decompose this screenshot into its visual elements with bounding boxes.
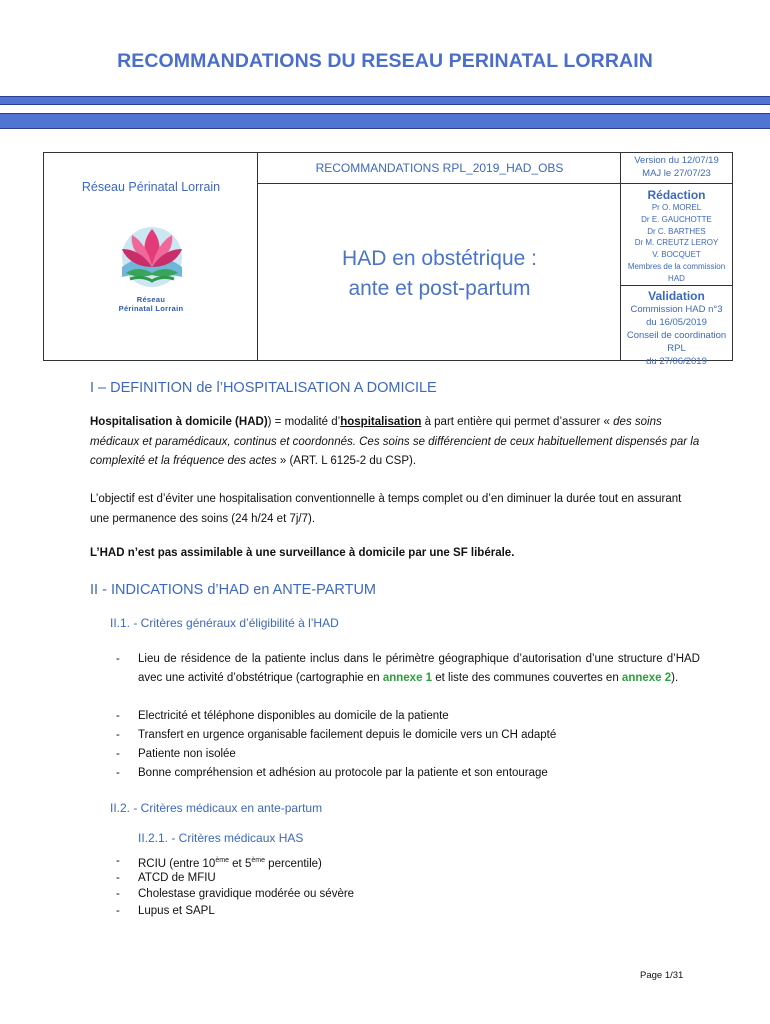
definition-term: Hospitalisation à domicile (HAD [90, 416, 264, 428]
list-item: - Patiente non isolée [0, 745, 770, 764]
redaction-cell [621, 184, 732, 286]
section2-heading: II - INDICATIONS d’HAD en ANTE-PARTUM [90, 582, 377, 598]
version-cell [621, 153, 732, 184]
document-code: RECOMMANDATIONS RPL_2019_HAD_OBS [315, 161, 564, 175]
author: Dr E. GAUCHOTTE [641, 214, 712, 224]
list-item-text: ATCD de MFIU [138, 871, 216, 884]
list-item: - RCIU (entre 10ème et 5ème percentile) [0, 853, 770, 870]
document-title-line2: ante et post-partum [348, 277, 531, 300]
list-item: - ATCD de MFIU [0, 870, 770, 887]
section1-heading: I – DEFINITION de l’HOSPITALISATION A DOMICILE [90, 380, 437, 396]
document-title [258, 244, 621, 304]
author: Dr C. BARTHES [647, 226, 706, 236]
definition-quote: des soins médicaux et paramédicaux, continus et coordonnés. Ces soins se différencient de ceux habituellement dispensés par la complexité et la fréquence des actes [90, 416, 700, 467]
header-table [43, 152, 733, 367]
page-number: Page 1/31 [640, 970, 684, 981]
has-criteria-list [0, 853, 770, 919]
list-item-text: Lupus et SAPL [138, 904, 215, 917]
definition-text: à part entière qui permet d’assurer « [421, 416, 614, 428]
list-item-text: Electricité et téléphone disponibles au domicile de la patiente [138, 710, 449, 722]
note-paragraph: L’HAD n’est pas assimilable à une surveillance à domicile par une SF libérale. [90, 547, 515, 559]
objective-paragraph: L’objectif est d’éviter une hospitalisation conventionnelle à temps complet ou d’en diminuer la durée tout en assurant une permanence des soins (24 h/24 et 7j/7). [90, 493, 682, 525]
author: Membres de la commission HAD [627, 261, 726, 283]
list-item-text: Lieu de résidence de la patiente inclus dans le périmètre géographique d’autorisation d’une structure d’HAD avec une activité d’obstétrique (cartographie en annexe 1 et liste des communes couvertes en annexe 2). [138, 653, 700, 684]
general-criteria-list [0, 650, 770, 783]
network-cell [44, 153, 258, 360]
list-item-text: Patiente non isolée [138, 748, 236, 760]
list-item-text: Cholestase gravidique modérée ou sévère [138, 888, 355, 900]
list-item-text: Bonne compréhension et adhésion au protocole par la patiente et son entourage [138, 767, 548, 779]
list-dash: - [116, 653, 120, 665]
validation-line: du 16/05/2019 [646, 317, 707, 328]
annex2-link[interactable]: annexe 2 [621, 672, 672, 684]
validation-line: Commission HAD n°3 [630, 304, 723, 315]
validation-lines [621, 303, 732, 368]
logo-caption-line2: Périnatal Lorrain [118, 304, 184, 313]
logo-caption-line1: Réseau [136, 295, 166, 304]
validation-heading: Validation [648, 289, 705, 303]
author: Pr O. MOREL [651, 203, 702, 212]
network-name: Réseau Périnatal Lorrain [81, 180, 221, 194]
subsection-medical-criteria: II.2. - Critères médicaux en ante-partum [110, 801, 323, 815]
code-cell [258, 153, 621, 184]
author: V. BOCQUET [652, 250, 701, 260]
validation-line: Conseil de coordination RPL [626, 330, 727, 354]
authors-list [621, 202, 732, 285]
subsection-general-criteria: II.1. - Critères généraux d’éligibilité à l’HAD [110, 616, 339, 630]
list-item-text: RCIU (entre 10ème et 5ème percentile) [138, 857, 322, 870]
list-item: - Transfert en urgence organisable facilement depuis le domicile vers un CH adapté [0, 726, 770, 745]
validation-line: du 27/06/2019 [646, 356, 707, 367]
list-item: - Lupus et SAPL [0, 903, 770, 920]
title-cell [258, 184, 621, 360]
list-item: - Cholestase gravidique modérée ou sévère [0, 886, 770, 903]
version-date: Version du 12/07/19 [634, 155, 719, 166]
list-item-text: Transfert en urgence organisable facilement depuis le domicile vers un CH adapté [138, 729, 557, 741]
hospitalisation-link[interactable]: hospitalisation [340, 416, 422, 428]
definition-paragraph: Hospitalisation à domicile (HAD)) = modalité d’hospitalisation à part entière qui permet d’assurer « des soins médicaux et paramédicaux, continus et coordonnés. Ces soins se différencient de ceux habituellement dispensés par la complexité et la fréquence des actes » (ART. L 6125-2 du CSP). [90, 416, 700, 467]
update-date: MAJ le 27/07/23 [642, 168, 711, 179]
definition-reference: » (ART. L 6125-2 du CSP). [276, 455, 417, 467]
logo-caption [44, 295, 258, 313]
definition-text: ) = modalité d’ [267, 416, 341, 428]
author: Dr M. CREUTZ LEROY [634, 238, 719, 248]
list-item: - Electricité et téléphone disponibles au domicile de la patiente [0, 707, 770, 726]
subsection-has-criteria: II.2.1. - Critères médicaux HAS [138, 831, 304, 845]
decorative-band-thick [0, 113, 770, 129]
list-item: - Bonne compréhension et adhésion au protocole par la patiente et son entourage [0, 764, 770, 783]
main-title: RECOMMANDATIONS DU RESEAU PERINATAL LORRAIN [117, 50, 653, 72]
annex1-link[interactable]: annexe 1 [382, 672, 433, 684]
validation-cell [621, 286, 732, 367]
decorative-band-thin [0, 96, 770, 105]
redaction-heading: Rédaction [647, 188, 706, 202]
document-title-line1: HAD en obstétrique : [342, 247, 537, 270]
list-item [0, 650, 770, 707]
